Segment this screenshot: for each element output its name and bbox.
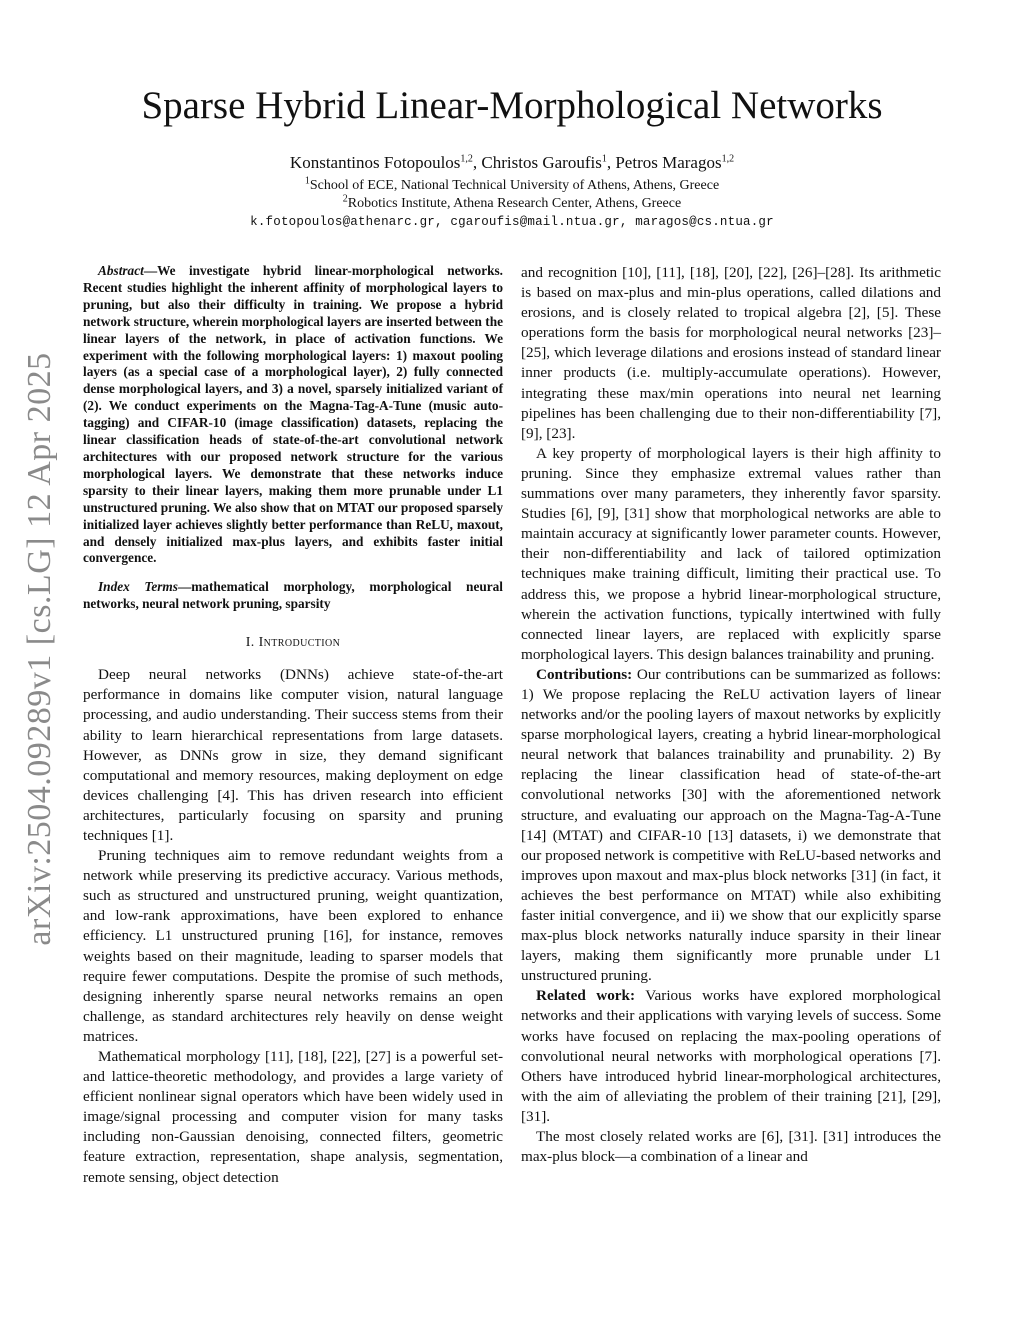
index-terms-lead: Index Terms [98, 579, 178, 595]
author-1: Konstantinos Fotopoulos [289, 153, 461, 172]
intro-paragraph-4: A key property of morphological layers is their high affinity to pruning. Since they emphasize extremal values rather than summations over many parameters, they inherently favor sparsity. Studies [6], [9], [31] show that morphological networks are able to maintain accuracy at significantly lower parameter counts. However, their non-differentiability and lack of tailored optimization techniques make training difficult, limiting their practical use. To address this, we propose a hybrid linear-morphological structure, wherein the activation functions, typically intertwined with fully connected linear layers, are replaced with explicitly sparse morphological layers. This design balances trainability and pruning. [521, 444, 941, 663]
affiliation-1-mark: 1 [304, 175, 310, 187]
intro-paragraph-1: Deep neural networks (DNNs) achieve state-of-the-art performance in domains like computer vision, natural language processing, and audio understanding. Their success stems from their ability to learn hierarchical representations from large datasets. However, as DNNs grow in size, they demand significant computational and memory resources, making deployment on edge devices challenging [4]. This has driven research into efficient architectures, particularly focusing on sparsity and pruning techniques [1]. [83, 666, 503, 844]
author-2-affil: 1 [601, 153, 607, 165]
author-1-affil: 1,2 [460, 153, 473, 165]
left-column [83, 263, 503, 1188]
author-2: , Christos Garoufis [472, 153, 602, 172]
paper-title: Sparse Hybrid Linear-Morphological Networks [141, 84, 883, 127]
affiliation-2 [0, 193, 1024, 212]
contributions-text: Our contributions can be summarized as follows: 1) We propose replacing the ReLU activation layers of linear networks and/or the pooling layers of maxout networks by explicitly sparse morphological layers, creating a hybrid linear-morphological neural network that balances trainability and prunability. 2) By replacing the linear classification head of state-of-the-art convolutional networks [30] with the aforementioned network structure, and evaluating our approach on the Magna-Tag-A-Tune [14] (MTAT) and CIFAR-10 [13] datasets, i) we demonstrate that our proposed network is competitive with ReLU-based networks and improves upon maxout and max-plus block networks [31] (in fact, it achieves the best performance on MTAT) while also exhibiting faster initial convergence, and ii) we show that our explicitly sparse max-plus block networks naturally induce sparsity in their linear layers, making them significantly more prunable under L1 unstructured pruning. [521, 665, 941, 985]
affiliation-2-mark: 2 [342, 193, 348, 205]
section-heading-introduction [83, 633, 503, 653]
section-number: I. [245, 635, 259, 651]
author-3-affil: 1,2 [721, 153, 735, 165]
contributions-paragraph [521, 665, 941, 987]
affiliation-2-text: Robotics Institute, Athena Research Center, Athens, Greece [347, 196, 682, 211]
intro-paragraph-3-continued: and recognition [10], [11], [18], [20], [22], [26]–[28]. Its arithmetic is based on max-plus and min-plus operations, called dilations and erosions, and is closely related to tropical algebra [2], [5]. These operations form the basis for morphological neural networks [23]–[25], which leverage dilations and erosions instead of standard linear inner products (i.e. multiply-accumulate operations). However, integrating these max/min operations into neural net learning pipelines has been challenging due to their non-differentiability [7], [9], [23]. [521, 264, 941, 442]
index-terms [83, 579, 503, 613]
intro-paragraph-3: Mathematical morphology [11], [18], [22], [27] is a powerful set- and lattice-theoretic methodology, and provides a large variety of efficient nonlinear signal operators which have been widely used in image/signal processing and computer vision for many tasks including non-Gaussian denoising, connected filters, geometric feature extraction, representation, shape analysis, segmentation, remote sensing, object detection [83, 1048, 503, 1186]
related-work-lead: Related work: [536, 987, 636, 1005]
contributions-lead: Contributions: [536, 665, 633, 683]
author-list [0, 153, 1024, 173]
section-title: Introduction [258, 635, 341, 651]
affiliation-1-text: School of ECE, National Technical University of Athens, Athens, Greece [309, 178, 720, 193]
related-work-paragraph-2: The most closely related works are [6], [31]. [31] introduces the max-plus block—a combination of a linear and [521, 1128, 941, 1166]
author-3: , Petros Maragos [606, 153, 722, 172]
related-work-text: Various works have explored morphological networks and their applications with varying levels of success. Some works have focused on replacing the max-pooling operations of convolutional neural networks with morphological operations [7]. Others have introduced hybrid linear-morphological architectures, with the aim of alleviating the problem of their training [21], [29], [31]. [521, 987, 941, 1125]
intro-paragraph-2: Pruning techniques aim to remove redundant weights from a network while preserving its predictive accuracy. Various methods, such as structured and unstructured pruning, weight quantization, and low-rank approximations, have been explored to enhance efficiency. L1 unstructured pruning [16], for instance, removes weights based on their magnitude, leading to sparser models that require fewer computations. Despite the promise of such methods, designing inherently sparse neural networks remains an open challenge, as standard architectures rely heavily on dense weight matrices. [83, 847, 503, 1045]
abstract-text: —We investigate hybrid linear-morphological networks. Recent studies highlight the inherent affinity of morphological layers to pruning, but also their difficulty in training. We propose a hybrid network structure, wherein morphological layers are inserted between the linear layers of the network, in place of activation functions. We experiment with the following morphological layers: 1) maxout pooling layers (as a special case of a morphological layer), 2) fully connected dense morphological layers, and 3) a novel, sparsely initialized variant of (2). We conduct experiments on the Magna-Tag-A-Tune (music auto-tagging) and CIFAR-10 (image classification) datasets, replacing the linear classification heads of state-of-the-art convolutional network architectures with our proposed network structure for the various morphological layers. We demonstrate that these networks induce sparsity to their linear layers, making them more prunable under L1 unstructured pruning. We also show that on MTAT our proposed sparsely initialized layer achieves slightly better performance than ReLU, maxout, and densely initialized max-plus layers, and exhibits faster initial convergence. [83, 263, 503, 566]
related-work-paragraph [521, 986, 941, 1127]
index-terms-text: —mathematical morphology, morphological neural networks, neural network pruning, sparsity [83, 579, 503, 612]
right-column [521, 263, 941, 1167]
author-emails: k.fotopoulos@athenarc.gr, cgaroufis@mail.ntua.gr, maragos@cs.ntua.gr [250, 215, 774, 229]
abstract-lead: Abstract [98, 263, 144, 278]
affiliation-1 [0, 175, 1024, 194]
abstract [83, 263, 503, 567]
arxiv-stamp-text: arXiv:2504.09289v1 [cs.LG] 12 Apr 2025 [21, 352, 58, 946]
